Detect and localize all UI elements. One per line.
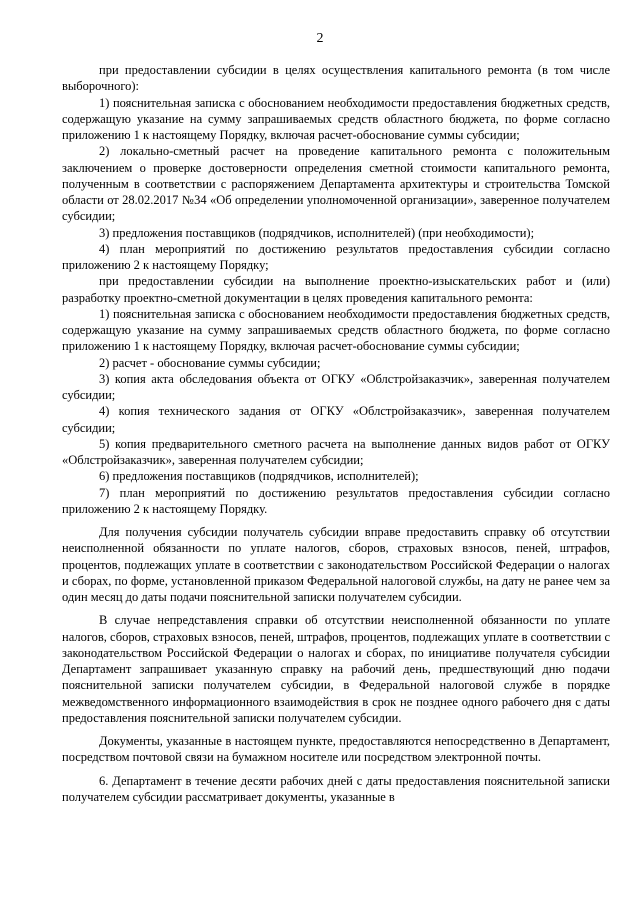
page-number: 2	[316, 31, 324, 46]
paragraph: 2) расчет - обоснование суммы субсидии;	[99, 355, 321, 370]
paragraph: 4) копия технического задания от ОГКУ «Облстройзаказчик», заверенная получателем субсидии;	[62, 404, 610, 435]
paragraph: 1) пояснительная записка с обоснованием необходимости предоставления бюджетных средств, содержащую указание на сумму запрашиваемых средств областного бюджета, по форме согласно приложению 1 к настоящему Порядку, включая расчет-обоснование суммы субсидии;	[62, 306, 610, 354]
paragraph: Документы, указанные в настоящем пункте, предоставляются непосредственно в Департамент, посредством почтовой связи на бумажном носителе или посредством электронной почты.	[62, 734, 610, 765]
paragraph: при предоставлении субсидии в целях осуществления капитального ремонта (в том числе выборочного):	[62, 63, 610, 94]
paragraph: 1) пояснительная записка с обоснованием необходимости предоставления бюджетных средств, содержащую указание на сумму запрашиваемых средств областного бюджета, по форме согласно приложению 1 к настоящему Порядку, включая расчет-обоснование суммы субсидии;	[62, 95, 610, 142]
paragraph: 6) предложения поставщиков (подрядчиков, исполнителей);	[99, 469, 419, 484]
paragraph: В случае непредставления справки об отсутствии неисполненной обязанности по уплате налогов, сборов, страховых взносов, пеней, штрафов, процентов, подлежащих уплате в соответствии с законодательством Российской Федерации о налогах и сборах, по инициативе получателя субсидии Департамент запрашивает указанную справку на рабочий день, предшествующий дню подачи пояснительной записки получателем субсидии, в Федеральной налоговой службе в порядке межведомственного информационного взаимодействия в срок не позднее одного рабочего дня с даты предоставления пояснительной записки получателем субсидии.	[62, 613, 610, 725]
document-body	[62, 62, 610, 805]
paragraph: 4) план мероприятий по достижению результатов предоставления субсидии согласно приложению 2 к настоящему Порядку;	[62, 241, 610, 272]
paragraph: 2) локально-сметный расчет на проведение капитального ремонта с положительным заключением о проверке достоверности определения сметной стоимости капитального ремонта, полученным в соответствии с распоряжением Департамента архитектуры и строительства Томской области от 28.02.2017 №34 «Об определении уполномоченной организации», заверенное получателем субсидии;	[62, 144, 610, 224]
paragraph: 3) предложения поставщиков (подрядчиков, исполнителей) (при необходимости);	[99, 225, 535, 240]
paragraph: 6. Департамент в течение десяти рабочих дней с даты предоставления пояснительной записки получателем субсидии рассматривает документы, указанные в	[62, 773, 610, 804]
paragraph: при предоставлении субсидии на выполнение проектно-изыскательских работ и (или) разработку проектно-сметной документации в целях проведения капитального ремонта:	[62, 274, 610, 305]
paragraph: 5) копия предварительного сметного расчета на выполнение данных видов работ от ОГКУ «Облстройзаказчик», заверенная получателем субсидии;	[62, 436, 610, 467]
paragraph: 7) план мероприятий по достижению результатов предоставления субсидии согласно приложению 2 к настоящему Порядку.	[62, 485, 610, 516]
paragraph: 3) копия акта обследования объекта от ОГКУ «Облстройзаказчик», заверенная получателем субсидии;	[62, 371, 610, 402]
paragraph: Для получения субсидии получатель субсидии вправе предоставить справку об отсутствии неисполненной обязанности по уплате налогов, сборов, страховых взносов, пеней, штрафов, процентов, подлежащих уплате в соответствии с законодательством Российской Федерации о налогах и сборах, по форме, установленной приказом Федеральной налоговой службы, на дату не ранее чем за один месяц до даты подачи пояснительной записки получателем субсидии.	[62, 525, 610, 604]
